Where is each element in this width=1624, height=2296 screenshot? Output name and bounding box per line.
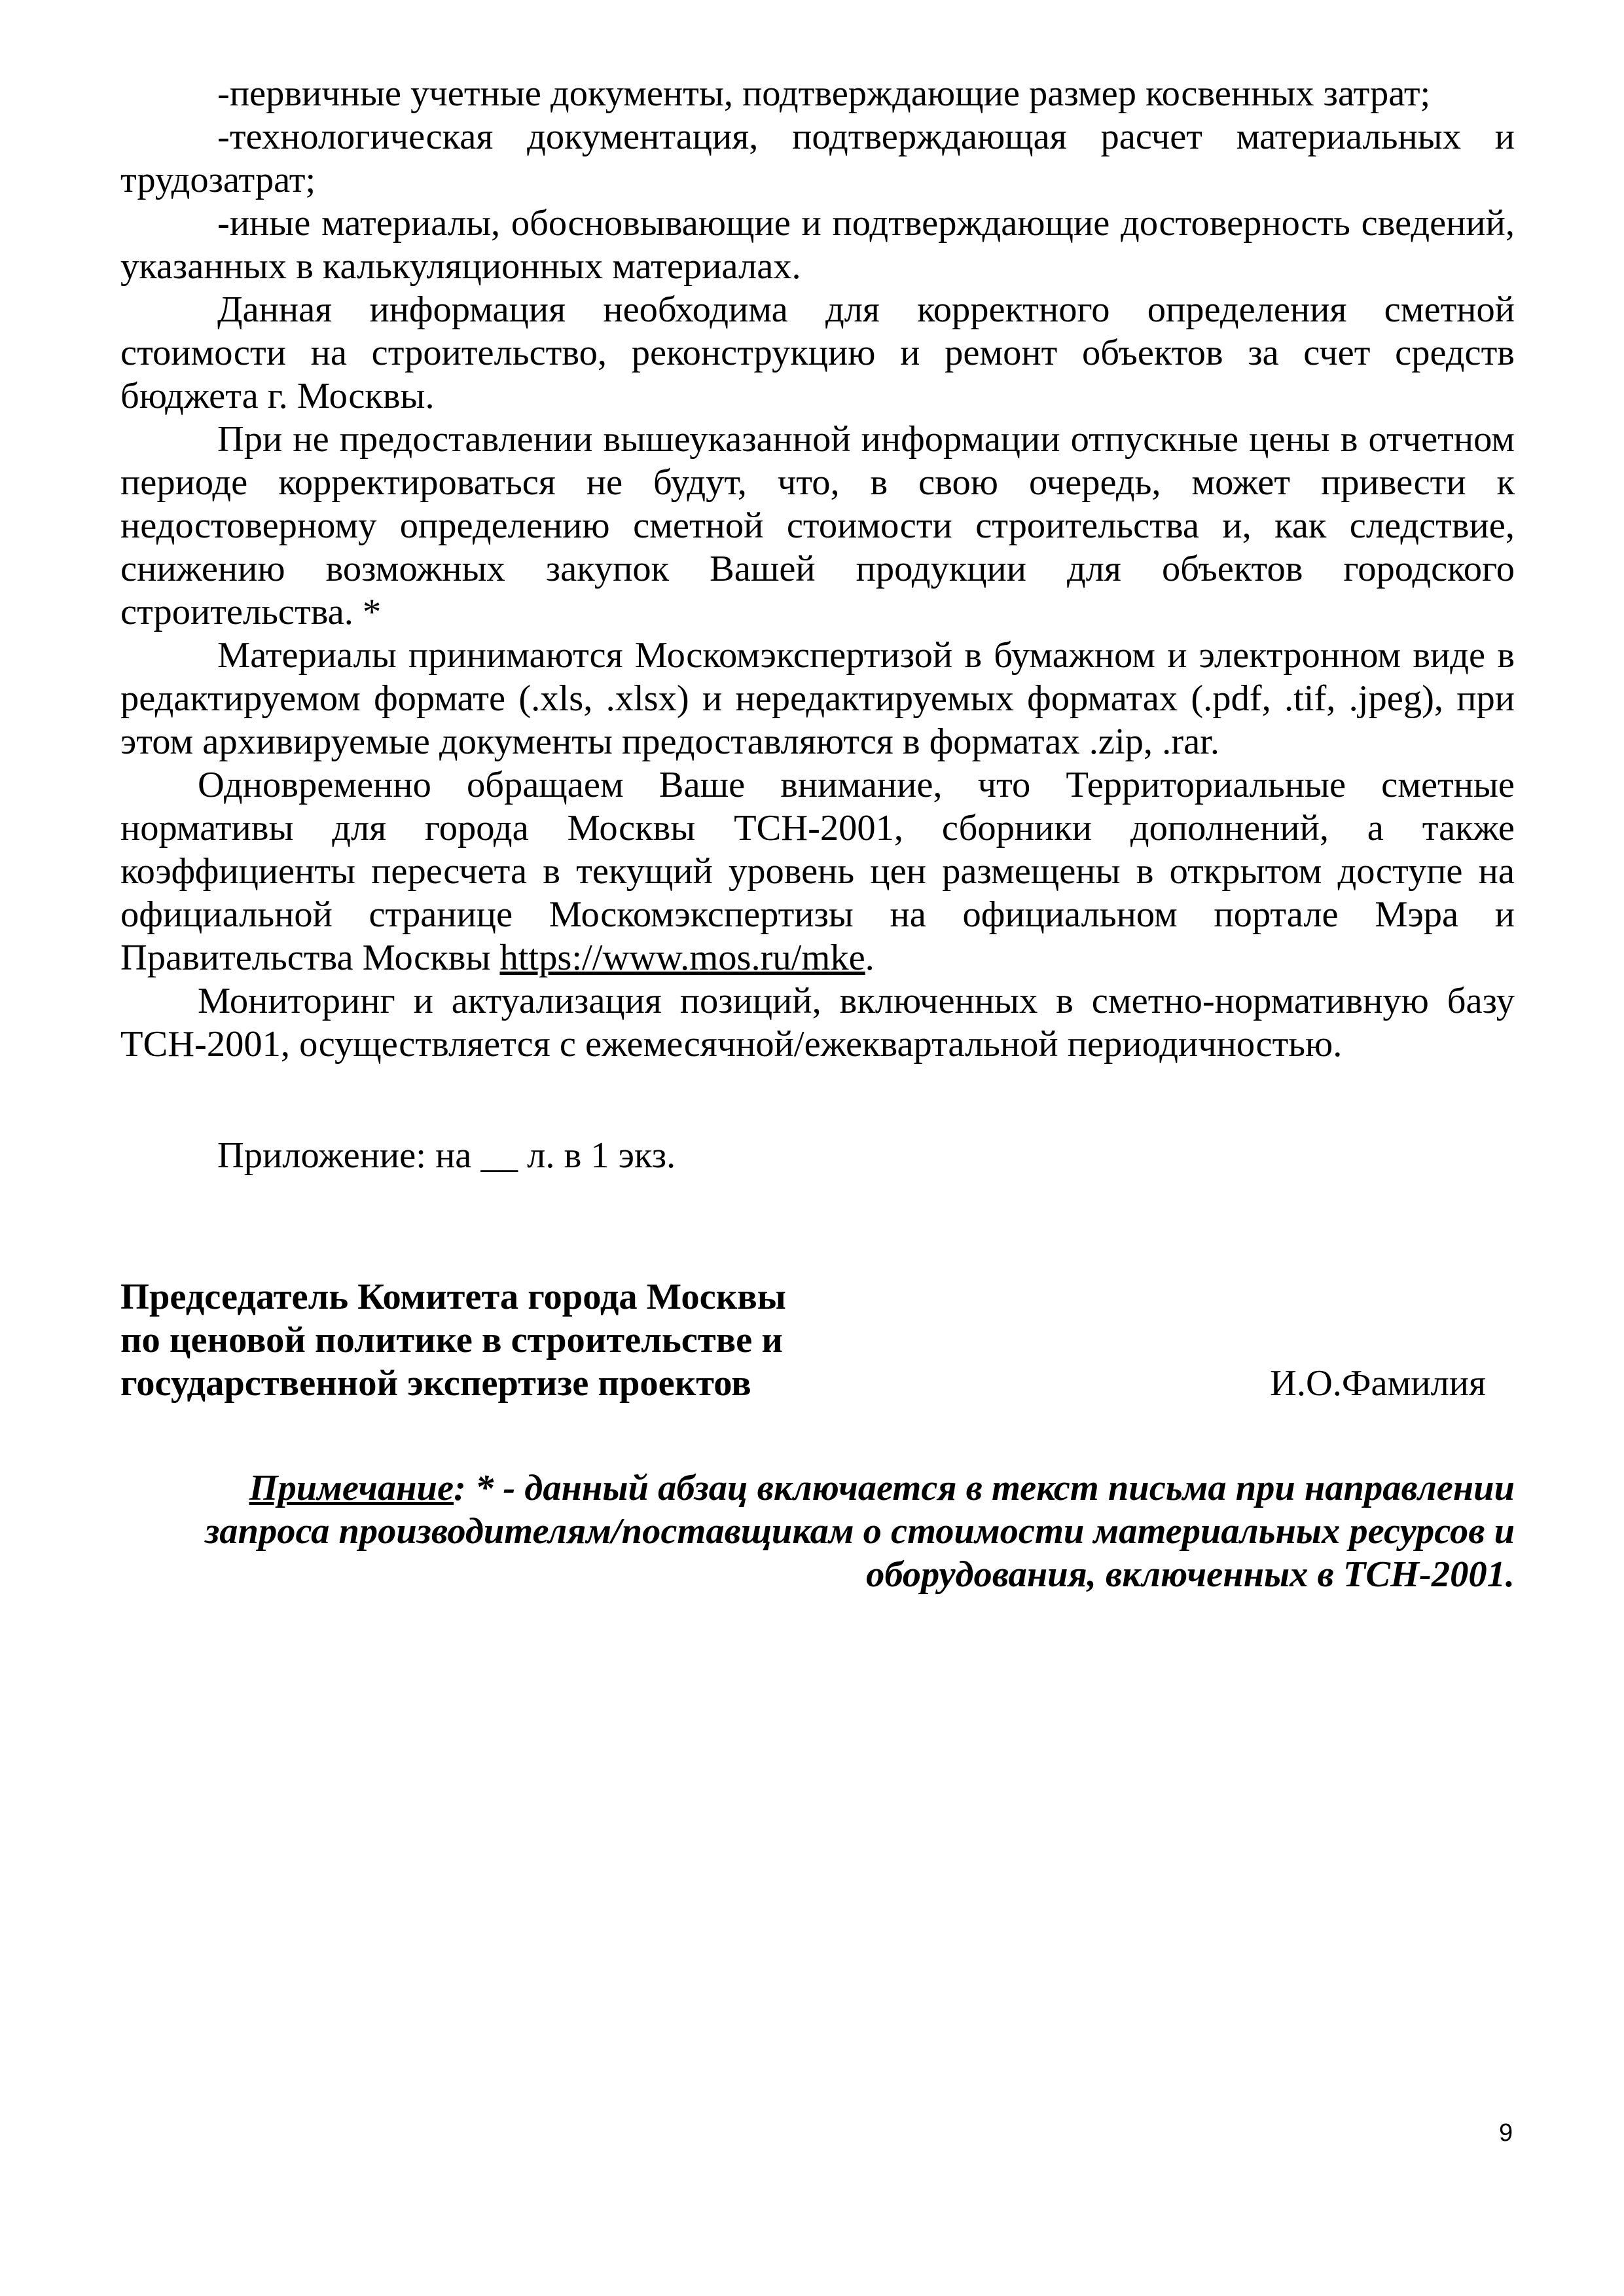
signature-title-line-1: Председатель Комитета города Москвы [120, 1277, 786, 1317]
document-page [120, 72, 1515, 1596]
paragraph-tsn-end: . [865, 938, 875, 978]
attachment-line: Приложение: на __ л. в 1 экз. [217, 1135, 676, 1176]
signature-title-line-3: государственной экспертизе проектов [120, 1363, 751, 1404]
mos-ru-link[interactable]: https://www.mos.ru/mke [499, 938, 865, 978]
footnote-label: Примечание [249, 1468, 454, 1508]
paragraph-monitoring: Мониторинг и актуализация позиций, включенных в сметно-нормативную базу ТСН-2001, осуществляется с ежемесячной/ежеквартальной периодичностью. [120, 981, 1515, 1065]
paragraph-tsn-availability [120, 763, 1515, 979]
paragraph-accepted-formats: Материалы принимаются Москомэкспертизой в бумажном и электронном виде в редактируемом формате (.xls, .xlsx) и нередактируемых форматах (.pdf, .tif, .jpeg), при этом архивируемые документы предоставляются в форматах .zip, .rar. [120, 635, 1515, 762]
paragraph-information-purpose: Данная информация необходима для корректного определения сметной стоимости на строительство, реконструкцию и ремонт объектов за счет средств бюджета г. Москвы. [120, 289, 1515, 416]
paragraph-primary-documents: -первичные учетные документы, подтверждающие размер косвенных затрат; [217, 73, 1431, 114]
signature-block [120, 1275, 1515, 1406]
paragraph-technological-documentation: -технологическая документация, подтверждающая расчет материальных и трудозатрат; [120, 117, 1515, 200]
page-number: 9 [1499, 2119, 1513, 2147]
paragraph-other-materials: -иные материалы, обосновывающие и подтверждающие достоверность сведений, указанных в калькуляционных материалах. [120, 203, 1515, 287]
signature-title-line-2: по ценовой политике в строительстве и [120, 1320, 783, 1360]
footnote-text: * - данный абзац включается в текст письма при направлении запроса производителям/поставщикам о стоимости материальных ресурсов и оборудования, включенных в ТСН-2001. [205, 1468, 1515, 1595]
signatory-name: И.О.Фамилия [1270, 1363, 1486, 1404]
footnote-colon: : [454, 1468, 466, 1508]
footnote [120, 1467, 1515, 1596]
paragraph-tsn-text: Одновременно обращаем Ваше внимание, что Территориальные сметные нормативы для города Москвы ТСН-2001, сборники дополнений, а также коэффициенты пересчета в текущий уровень цен размещены в открытом доступе на официальной странице Москомэкспертизы на официальном портале Мэра и Правительства Москвы [120, 765, 1515, 978]
paragraph-non-provision-consequence: При не предоставлении вышеуказанной информации отпускные цены в отчетном периоде корректироваться не будут, что, в свою очередь, может привести к недостоверному определению сметной стоимости строительства и, как следствие, снижению возможных закупок Вашей продукции для объектов городского строительства. * [120, 419, 1515, 632]
